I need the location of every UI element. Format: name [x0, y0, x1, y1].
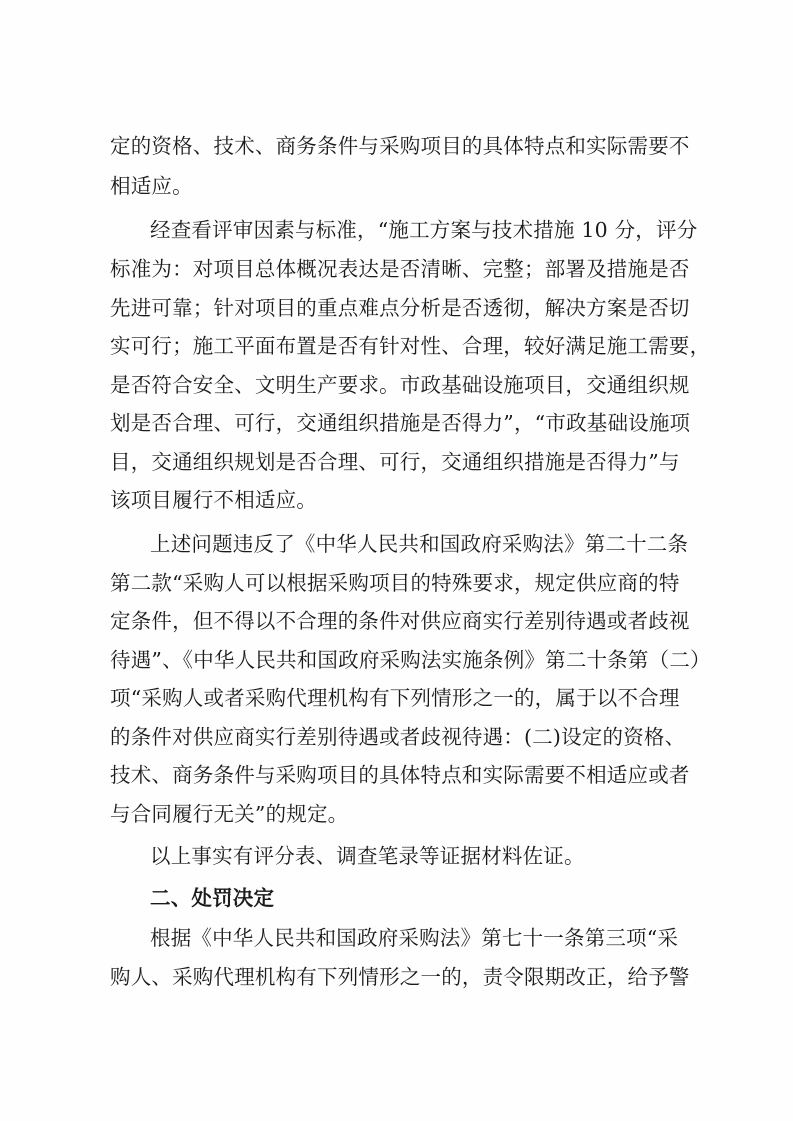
paragraph-line: 定的资格、技术、商务条件与采购项目的具体特点和实际需要不 — [110, 134, 690, 158]
paragraph-line: 是否符合安全、文明生产要求。市政基础设施项目，交通组织规 — [110, 373, 690, 397]
section-heading: 二、处罚决定 — [150, 886, 275, 910]
paragraph-line: 项“采购人或者采购代理机构有下列情形之一的，属于以不合理 — [110, 686, 680, 710]
paragraph-line: 该项目履行不相适应。 — [110, 488, 317, 512]
paragraph-line: 先进可靠；针对项目的重点难点分析是否透彻，解决方案是否切 — [110, 296, 690, 320]
paragraph-line: 上述问题违反了《中华人民共和国政府采购法》第二十二条 — [150, 532, 689, 556]
paragraph-line: 与合同履行无关”的规定。 — [110, 802, 349, 826]
paragraph-line: 待遇”、《中华人民共和国政府采购法实施条例》第二十条第（二） — [110, 648, 711, 672]
paragraph-line: 以上事实有评分表、调查笔录等证据材料佐证。 — [150, 844, 585, 868]
paragraph-line: 根据《中华人民共和国政府采购法》第七十一条第三项“采 — [150, 926, 679, 950]
paragraph-line: 的条件对供应商实行差别待遇或者歧视待遇：(二)设定的资格、 — [110, 725, 686, 749]
paragraph-line: 实可行；施工平面布置是否有针对性、合理，较好满足施工需要， — [110, 334, 711, 358]
paragraph-line: 定条件，但不得以不合理的条件对供应商实行差别待遇或者歧视 — [110, 609, 690, 633]
paragraph-line: 第二款“采购人可以根据采购项目的特殊要求，规定供应商的特 — [110, 571, 680, 595]
paragraph-line: 购人、采购代理机构有下列情形之一的，责令限期改正，给予警 — [110, 965, 690, 989]
paragraph-line: 标准为：对项目总体概况表达是否清晰、完整；部署及措施是否 — [110, 257, 690, 281]
paragraph-line: 技术、商务条件与采购项目的具体特点和实际需要不相适应或者 — [110, 763, 690, 787]
paragraph-line: 划是否合理、可行，交通组织措施是否得力”，“市政基础设施项 — [110, 411, 691, 435]
paragraph-line: 目，交通组织规划是否合理、可行，交通组织措施是否得力”与 — [110, 450, 680, 474]
paragraph-line: 相适应。 — [110, 174, 193, 198]
paragraph-line: 经查看评审因素与标准，“施工方案与技术措施 10 分，评分 — [150, 218, 698, 242]
